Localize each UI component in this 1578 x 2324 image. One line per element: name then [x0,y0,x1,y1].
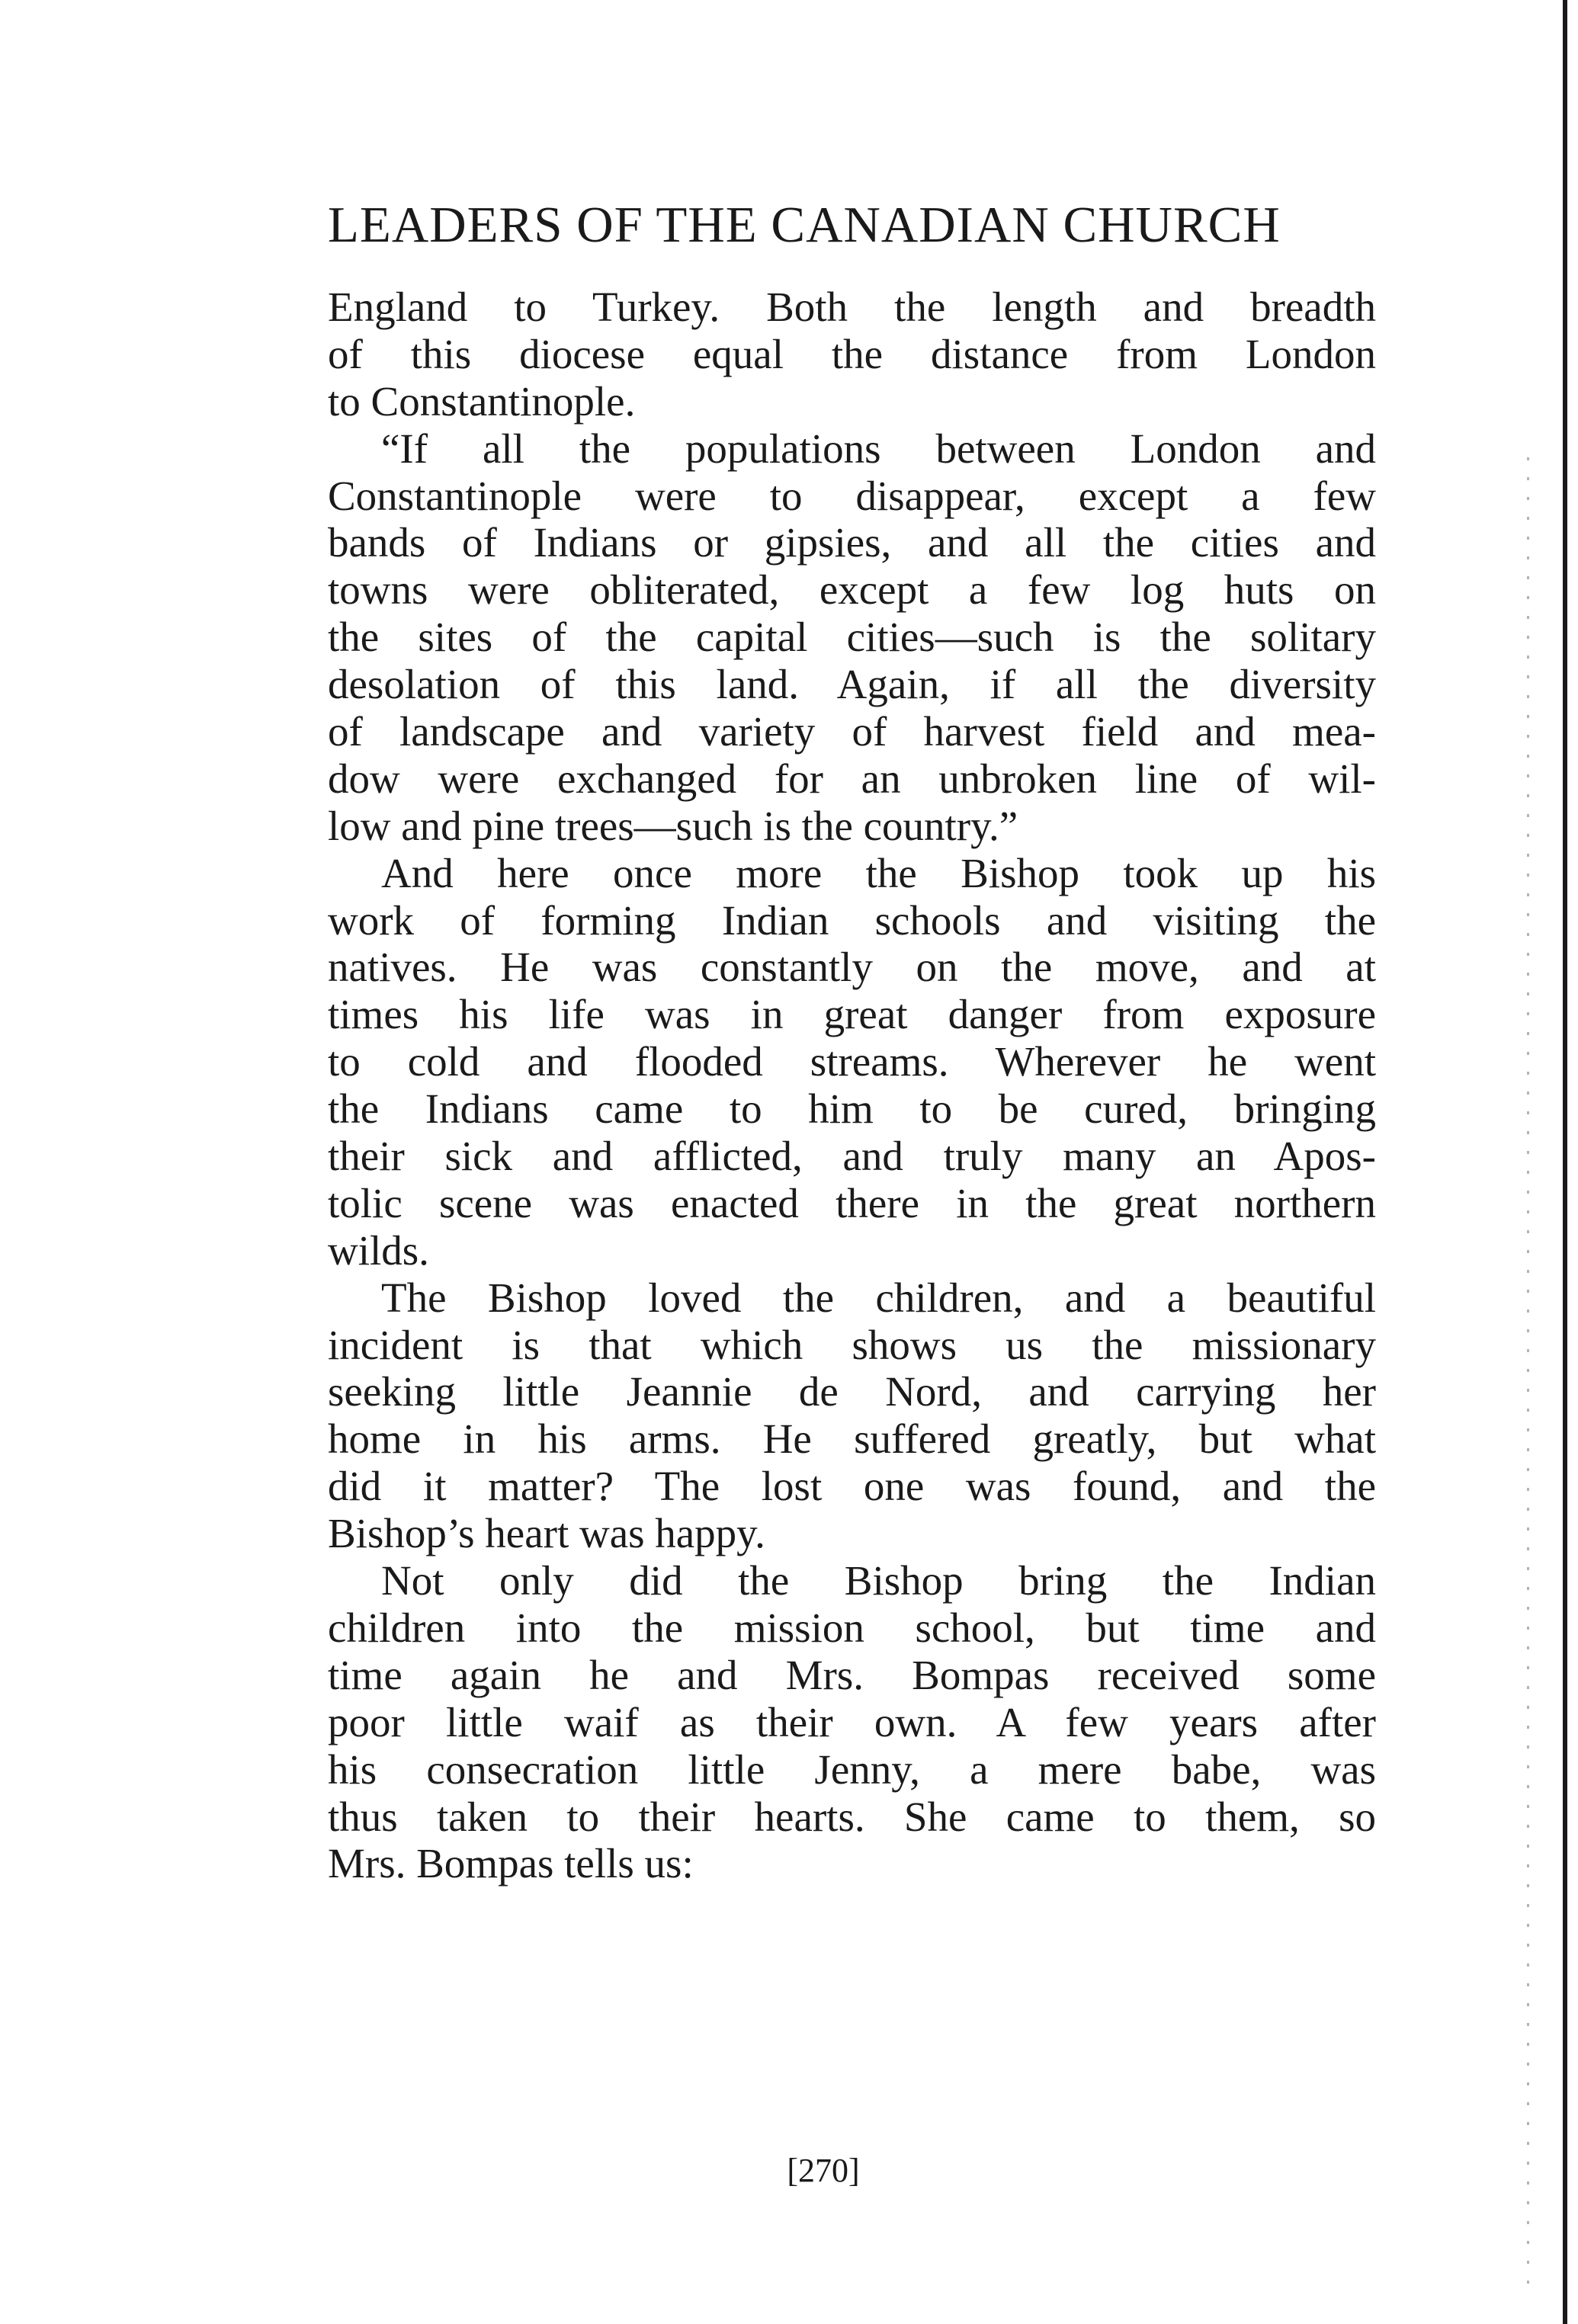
text-line: home in his arms. He suffered greatly, but what [328,1415,1376,1463]
text-line: children into the mission school, but time and [328,1604,1376,1651]
text-line: seeking little Jeannie de Nord, and carrying her [328,1368,1376,1415]
text-line: low and pine trees—such is the country.” [328,802,1018,849]
text-line: bands of Indians or gipsies, and all the cities and [328,519,1376,566]
text-line: natives. He was constantly on the move, and at [328,944,1376,991]
text-line: of this diocese equal the distance from London [328,330,1376,377]
text-line: to Constantinople. [328,377,636,425]
text-line: their sick and afflicted, and truly many an Apos- [328,1133,1376,1180]
text-line: of landscape and variety of harvest field and mea- [328,708,1376,755]
text-line: dow were exchanged for an unbroken line of wil- [328,755,1376,802]
text-line: to cold and flooded streams. Wherever he went [328,1038,1376,1085]
text-line: Mrs. Bompas tells us: [328,1840,694,1887]
text-line: And here once more the Bishop took up his [381,849,1376,896]
page-edge-border [1563,0,1567,2324]
text-line: the Indians came to him to be cured, bringing [328,1085,1376,1133]
text-line: The Bishop loved the children, and a beautiful [381,1274,1376,1321]
text-line: wilds. [328,1226,429,1274]
page-number: [270] [787,2152,860,2189]
text-line: his consecration little Jenny, a mere babe, was [328,1745,1376,1793]
running-head: LEADERS OF THE CANADIAN CHURCH [328,197,1281,253]
body-text [328,284,1376,1887]
text-line: “If all the populations between London and [381,425,1376,472]
text-line: England to Turkey. Both the length and breadth [328,284,1376,330]
text-line: did it matter? The lost one was found, and the [328,1463,1376,1510]
text-line: Constantinople were to disappear, except a few [328,472,1376,519]
text-line: poor little waif as their own. A few years after [328,1698,1376,1745]
text-line: times his life was in great danger from exposure [328,991,1376,1038]
text-line: towns were obliterated, except a few log huts on [328,566,1376,614]
text-line: work of forming Indian schools and visiting the [328,896,1376,944]
text-line: time again he and Mrs. Bompas received some [328,1651,1376,1698]
text-line: incident is that which shows us the missionary [328,1321,1376,1368]
text-line: Not only did the Bishop bring the Indian [381,1557,1376,1604]
text-line: the sites of the capital cities—such is the solitary [328,614,1376,661]
text-line: thus taken to their hearts. She came to them, so [328,1793,1376,1840]
text-line: tolic scene was enacted there in the great northern [328,1179,1376,1226]
text-line: desolation of this land. Again, if all the diversity [328,661,1376,708]
page-edge-specks [1527,457,1529,2287]
text-line: Bishop’s heart was happy. [328,1510,765,1557]
